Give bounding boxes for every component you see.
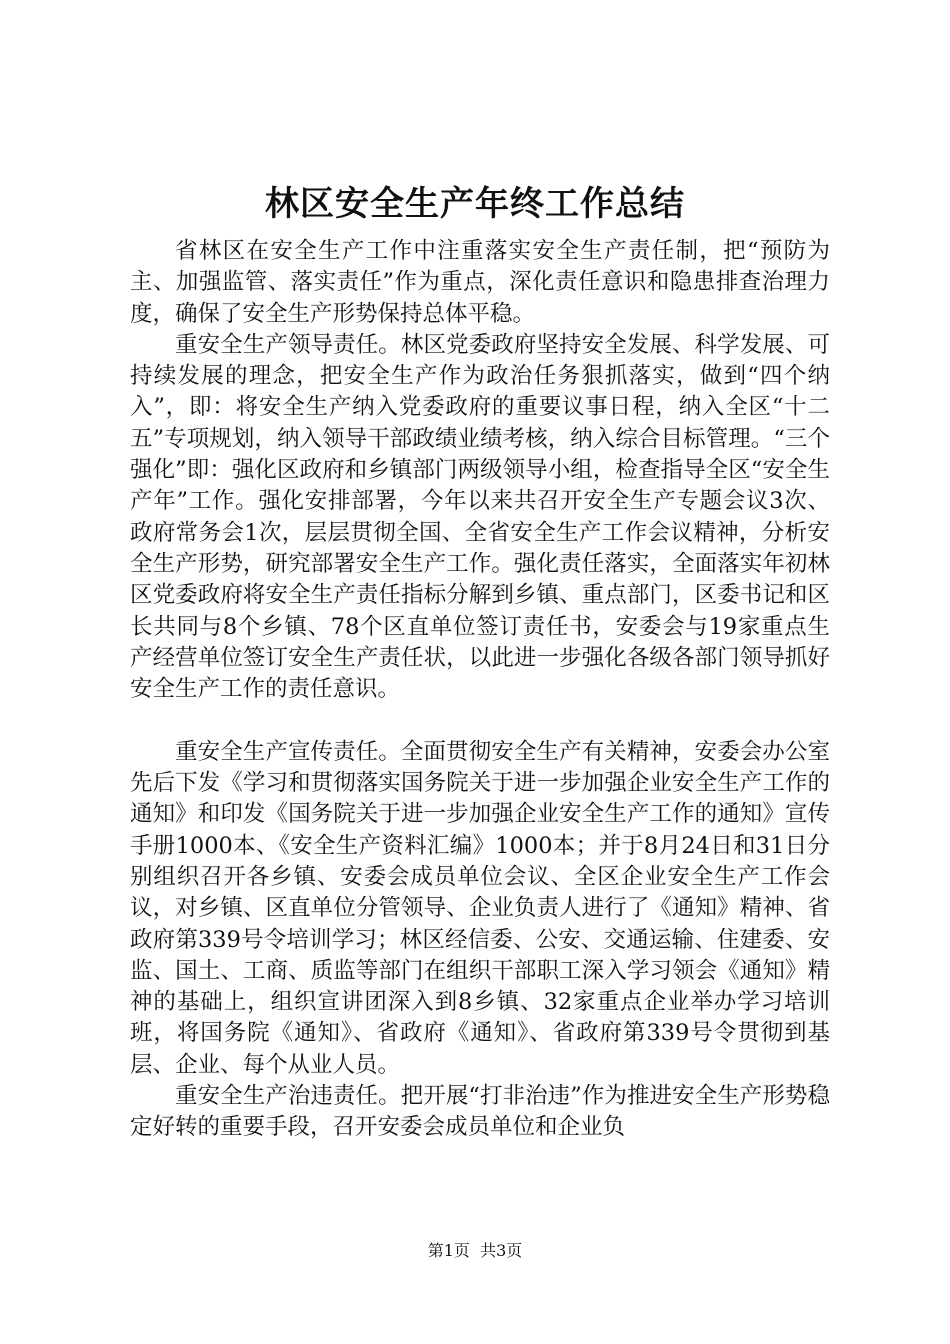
paragraph-publicity-responsibility: 重安全生产宣传责任。全面贯彻安全生产有关精神，安委会办公室先后下发《学习和贯彻落实国务院关于进一步加强企业安全生产工作的通知》和印发《国务院关于进一步加强企业安全生产工作的通知》宣传手册1000本、《安全生产资料汇编》1000本；并于8月24日和31日分别组织召开各乡镇、安委会成员单位会议、全区企业安全生产工作会议，对乡镇、区直单位分管领导、企业负责人进行了《通知》精神、省政府第339号令培训学习；林区经信委、公安、交通运输、住建委、安监、国土、工商、质监等部门在组织干部职工深入学习领会《通知》精神的基础上，组织宣讲团深入到8乡镇、32家重点企业举办学习培训班，将国务院《通知》、省政府《通知》、省政府第339号令贯彻到基层、企业、每个从业人员。 [130,738,830,1078]
page-number: 第1页 [427,1241,470,1260]
document-body [130,236,830,1144]
document-title: 林区安全生产年终工作总结 [265,184,685,224]
page-total: 共3页 [480,1241,523,1260]
paragraph-leadership-responsibility: 重安全生产领导责任。林区党委政府坚持安全发展、科学发展、可持续发展的理念，把安全生产作为政治任务狠抓落实，做到“四个纳入”，即：将安全生产纳入党委政府的重要议事日程，纳入全区“十二五”专项规划，纳入领导干部政绩业绩考核，纳入综合目标管理。“三个强化”即：强化区政府和乡镇部门两级领导小组，检查指导全区“安全生产年”工作。强化安排部署，今年以来共召开安全生产专题会议3次、政府常务会1次，层层贯彻全国、全省安全生产工作会议精神，分析安全生产形势，研究部署安全生产工作。强化责任落实，全面落实年初林区党委政府将安全生产责任指标分解到乡镇、重点部门，区委书记和区长共同与8个乡镇、78个区直单位签订责任书，安委会与19家重点生产经营单位签订安全生产责任状，以此进一步强化各级各部门领导抓好安全生产工作的责任意识。 [130,331,830,703]
paragraph-enforcement-responsibility: 重安全生产治违责任。把开展“打非治违”作为推进安全生产形势稳定好转的重要手段，召开安委会成员单位和企业负 [130,1083,830,1141]
paragraph-intro: 省林区在安全生产工作中注重落实安全生产责任制，把“预防为主、加强监管、落实责任”作为重点，深化责任意识和隐患排查治理力度，确保了安全生产形势保持总体平稳。 [130,238,830,327]
page-footer [0,1240,950,1262]
